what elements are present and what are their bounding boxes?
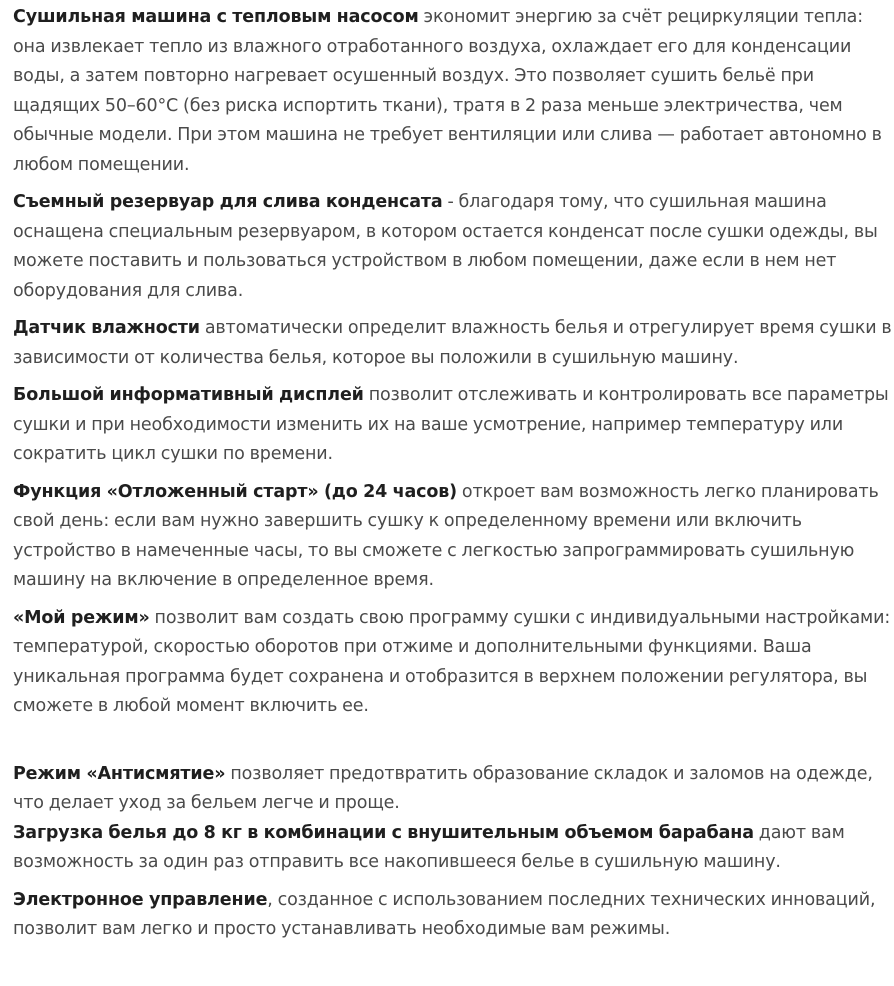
paragraph-heading: Большой информативный дисплей	[13, 385, 364, 405]
paragraph-heading: Функция «Отложенный старт» (до 24 часов)	[13, 481, 457, 502]
paragraph-heading: Электронное управление	[13, 889, 268, 910]
paragraph-heading: Загрузка белья до 8 кг в комбинации с внушительным объемом барабана	[13, 822, 754, 843]
paragraph-display	[13, 381, 894, 470]
paragraph-anti-crease	[13, 760, 894, 819]
paragraph-text: откроет вам возможность легко планировать свой день: если вам нужно завершить сушку к определенному времени или включить устройство в намеченные часы, то вы сможете с легкостью запрограммировать сушильную машину на включение в определенное время.	[13, 481, 879, 590]
paragraph-my-mode	[13, 604, 894, 722]
paragraph-humidity-sensor	[13, 314, 894, 373]
paragraph-heading: «Мой режим»	[13, 607, 150, 628]
paragraph-text: позволит отслеживать и контролировать все параметры сушки и при необходимости изменить их на ваше усмотрение, например температуру или сократить цикл сушки по времени.	[13, 385, 889, 464]
paragraph-load-capacity	[13, 819, 894, 878]
paragraph-text: позволяет предотвратить образование складок и заломов на одежде, что делает уход за бельем легче и проще.	[13, 763, 873, 813]
paragraph-text: экономит энергию за счёт рециркуляции тепла: она извлекает тепло из влажного отработанного воздуха, охлаждает его для конденсации воды, а затем повторно нагревает осушенный воздух. Это позволяет сушить бельё при щадящих 50–60°C (без риска испортить ткани), тратя в 2 раза меньше электричества, чем обычные модели. При этом машина не требует вентиляции или слива — работает автономно в любом помещении.	[13, 7, 882, 175]
paragraph-electronic-control	[13, 886, 894, 945]
paragraph-text: дают вам возможность за один раз отправить все накопившееся белье в сушильную машину.	[13, 822, 845, 872]
paragraph-condensate-tank	[13, 188, 894, 306]
paragraph-text: автоматически определит влажность белья и отрегулирует время сушки в зависимости от количества белья, которое вы положили в сушильную машину.	[13, 318, 892, 368]
paragraph-heading: Сушильная машина с тепловым насосом	[13, 7, 419, 27]
paragraph-heading: Режим «Антисмятие»	[13, 763, 226, 784]
paragraph-heading: Датчик влажности	[13, 318, 200, 338]
paragraph-heat-pump	[13, 3, 894, 180]
paragraph-heading: Съемный резервуар для слива конденсата	[13, 192, 443, 212]
paragraph-text: позволит вам создать свою программу сушки с индивидуальными настройками: температурой, скоростью оборотов при отжиме и дополнительными функциями. Ваша уникальная программа будет сохранена и отобразится в верхнем положении регулятора, вы сможете в любой момент включить ее.	[13, 607, 891, 716]
paragraph-text: - благодаря тому, что сушильная машина оснащена специальным резервуаром, в котором остается конденсат после сушки одежды, вы можете поставить и пользоваться устройством в любом помещении, даже если в нем нет оборудования для слива.	[13, 192, 878, 301]
paragraph-delayed-start	[13, 478, 894, 596]
paragraph-text: , созданное с использованием последних технических инноваций, позволит вам легко и просто устанавливать необходимые вам режимы.	[13, 889, 876, 939]
